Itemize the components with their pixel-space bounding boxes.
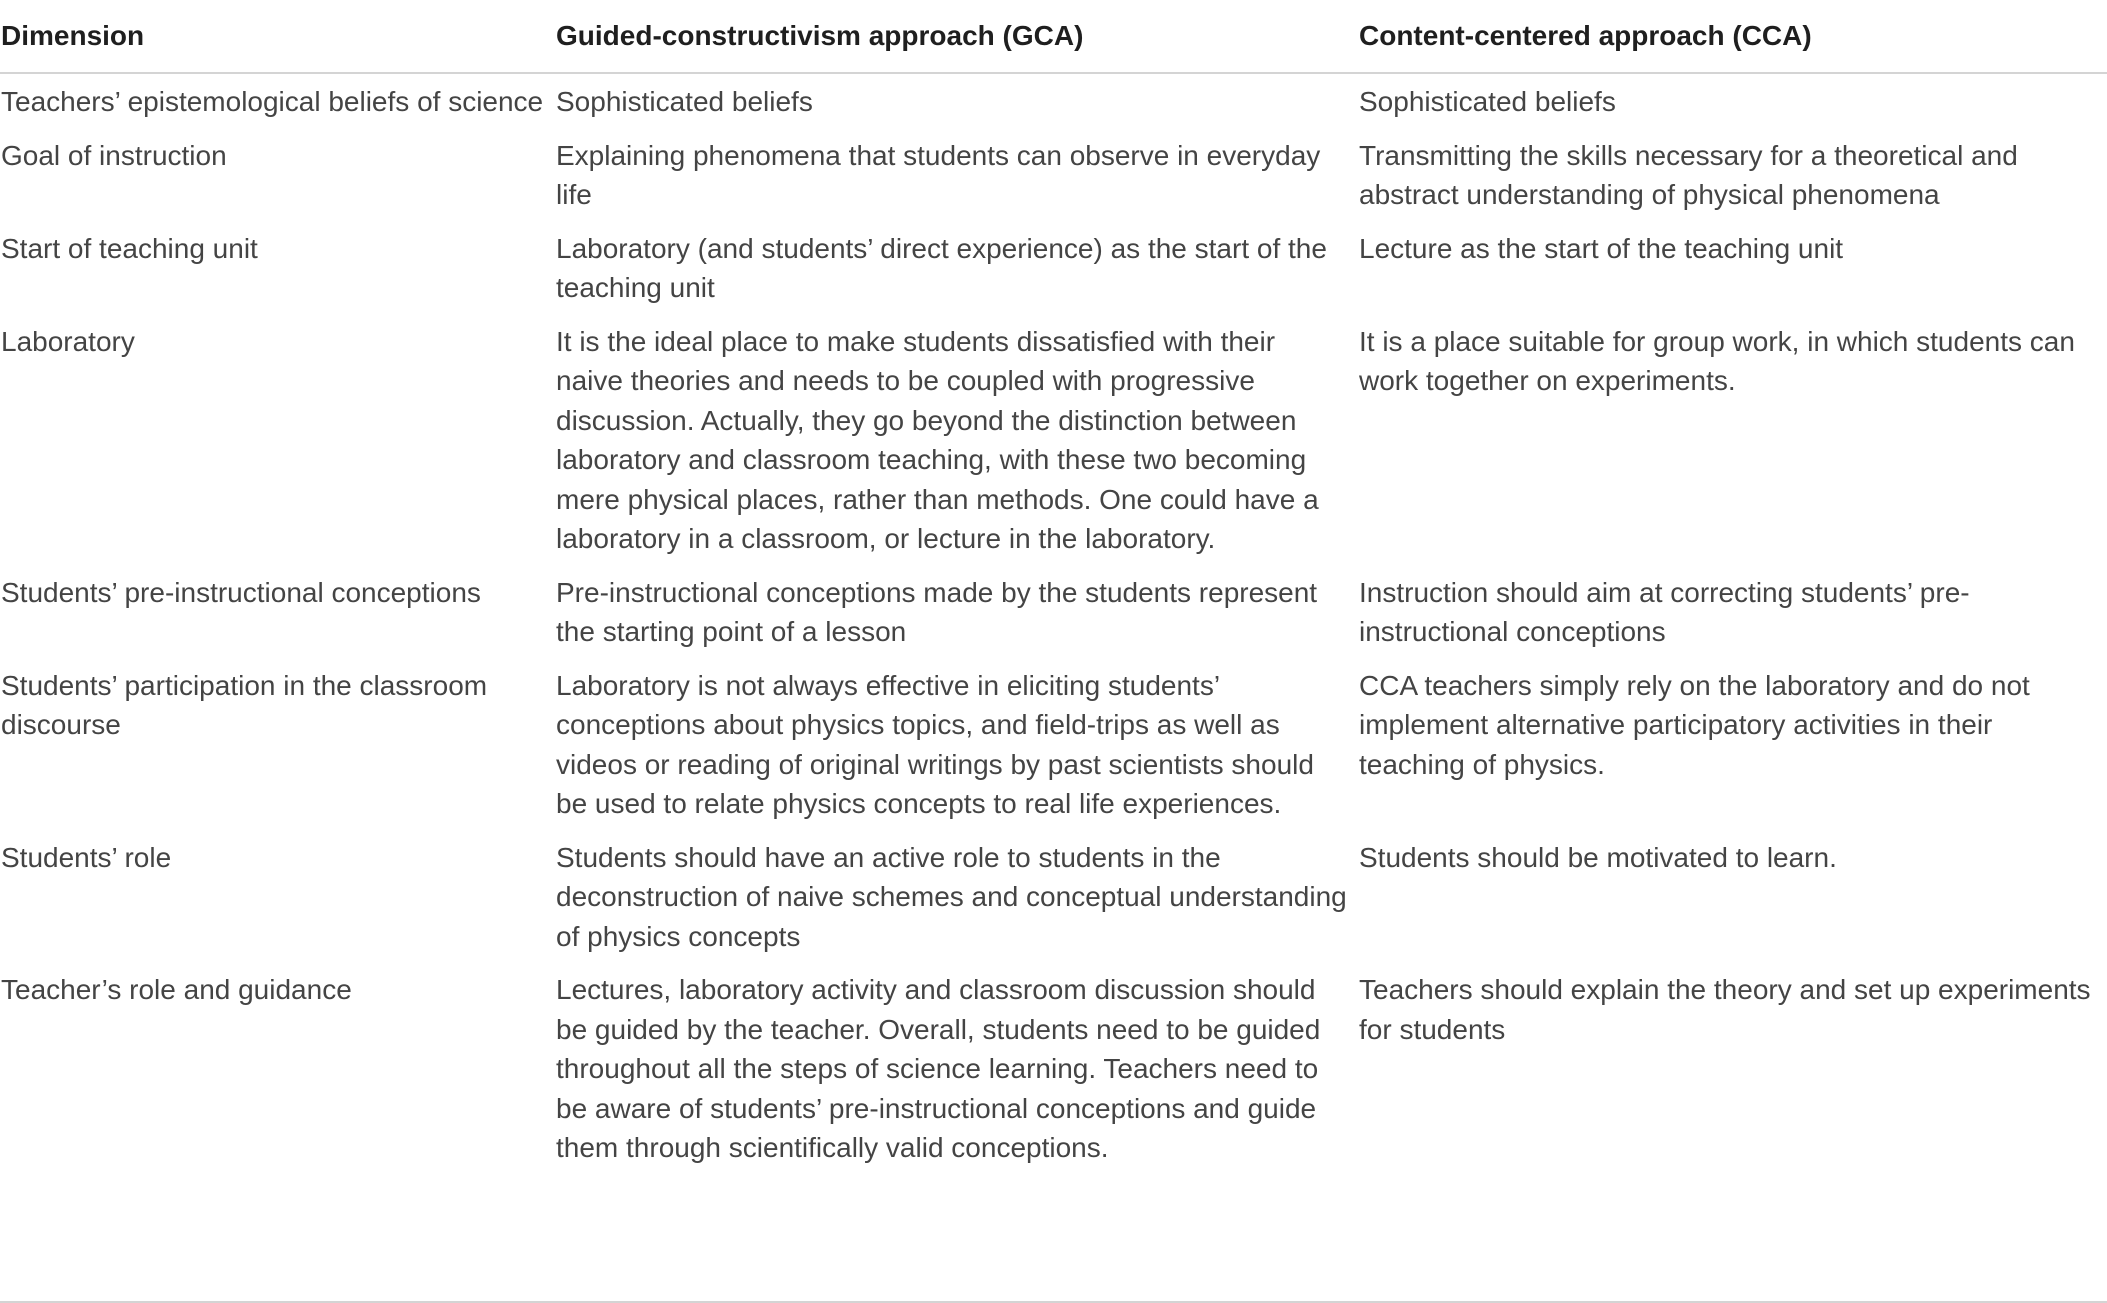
gca-cell <box>555 659 1358 831</box>
cca-cell <box>1358 831 2107 964</box>
header-gca: Guided-constructivism approach (GCA) <box>555 0 1358 73</box>
table-body <box>0 73 2107 1175</box>
dimension-cell <box>0 222 555 315</box>
cca-text: Transmitting the skills necessary for a theoretical and abstract understanding of physical phenomena <box>1359 139 2018 210</box>
header-row <box>0 0 2107 73</box>
table-row <box>0 315 2107 566</box>
dimension-cell <box>0 73 555 129</box>
dimension-text: Goal of instruction <box>1 139 227 171</box>
gca-text: Pre-instructional conceptions made by the students represent the starting point of a lesson <box>556 576 1318 647</box>
table-row <box>0 73 2107 129</box>
dimension-cell <box>0 831 555 964</box>
dimension-cell <box>0 129 555 222</box>
gca-text: Laboratory (and students’ direct experience) as the start of the teaching unit <box>556 232 1327 303</box>
dimension-text: Students’ participation in the classroom discourse <box>1 669 488 740</box>
dimension-text: Teacher’s role and guidance <box>1 974 352 1005</box>
gca-cell <box>555 566 1358 659</box>
table-row <box>0 963 2107 1175</box>
dimension-text: Students’ role <box>1 841 172 873</box>
cca-cell <box>1358 129 2107 222</box>
table-row <box>0 831 2107 964</box>
gca-text: Students should have an active role to students in the deconstruction of naive schemes and conceptual understanding of physics concepts <box>556 841 1347 952</box>
gca-cell <box>555 73 1358 129</box>
table-row <box>0 222 2107 315</box>
cca-text: Instruction should aim at correcting students’ pre-instructional conceptions <box>1359 576 1970 647</box>
dimension-cell <box>0 566 555 659</box>
cca-cell <box>1358 315 2107 566</box>
gca-text: Sophisticated beliefs <box>556 86 813 117</box>
cca-text: Students should be motivated to learn. <box>1359 841 1837 873</box>
gca-text: It is the ideal place to make students dissatisfied with their naive theories and needs to be coupled with progressive discussion. Actually, they go beyond the distinction between laboratory and classroom teaching, with these two becoming mere physical places, rather than methods. One could have a laboratory in a classroom, or lecture in the laboratory. <box>556 325 1319 554</box>
gca-cell <box>555 129 1358 222</box>
table-row <box>0 659 2107 831</box>
gca-text: Laboratory is not always effective in eliciting students’ conceptions about physics topics, and field-trips as well as videos or reading of original writings by past scientists should be used to relate physics concepts to real life experiences. <box>556 669 1314 819</box>
cca-cell <box>1358 222 2107 315</box>
cca-cell <box>1358 659 2107 831</box>
gca-cell <box>555 831 1358 964</box>
gca-text: Lectures, laboratory activity and classroom discussion should be guided by the teacher. Overall, students need to be guided throughout all the steps of science learning. Teachers need to be aware of students’ pre-instructional conceptions and guide them through scientifically valid conceptions. <box>556 974 1321 1163</box>
header-dimension: Dimension <box>0 0 555 73</box>
dimension-text: Start of teaching unit <box>1 232 258 264</box>
cca-cell <box>1358 73 2107 129</box>
cca-text: CCA teachers simply rely on the laboratory and do not implement alternative participatory activities in their teaching of physics. <box>1359 669 2030 780</box>
dimension-cell <box>0 315 555 566</box>
table-row <box>0 129 2107 222</box>
gca-cell <box>555 315 1358 566</box>
dimension-cell <box>0 659 555 831</box>
dimension-text: Teachers’ epistemological beliefs of science <box>1 86 544 117</box>
cca-cell <box>1358 566 2107 659</box>
table-header <box>0 0 2107 73</box>
cca-text: It is a place suitable for group work, in which students can work together on experiments. <box>1359 325 2075 396</box>
dimension-text: Students’ pre-instructional conceptions <box>1 576 481 608</box>
cca-text: Lecture as the start of the teaching unit <box>1359 232 1844 264</box>
gca-text: Explaining phenomena that students can observe in everyday life <box>556 139 1321 210</box>
cca-text: Sophisticated beliefs <box>1359 86 1616 117</box>
dimension-cell <box>0 963 555 1175</box>
cca-text: Teachers should explain the theory and set up experiments for students <box>1359 974 2091 1045</box>
table-row <box>0 566 2107 659</box>
cca-cell <box>1358 963 2107 1175</box>
gca-cell <box>555 222 1358 315</box>
header-cca: Content-centered approach (CCA) <box>1358 0 2107 73</box>
dimension-text: Laboratory <box>1 325 135 357</box>
gca-cell <box>555 963 1358 1175</box>
